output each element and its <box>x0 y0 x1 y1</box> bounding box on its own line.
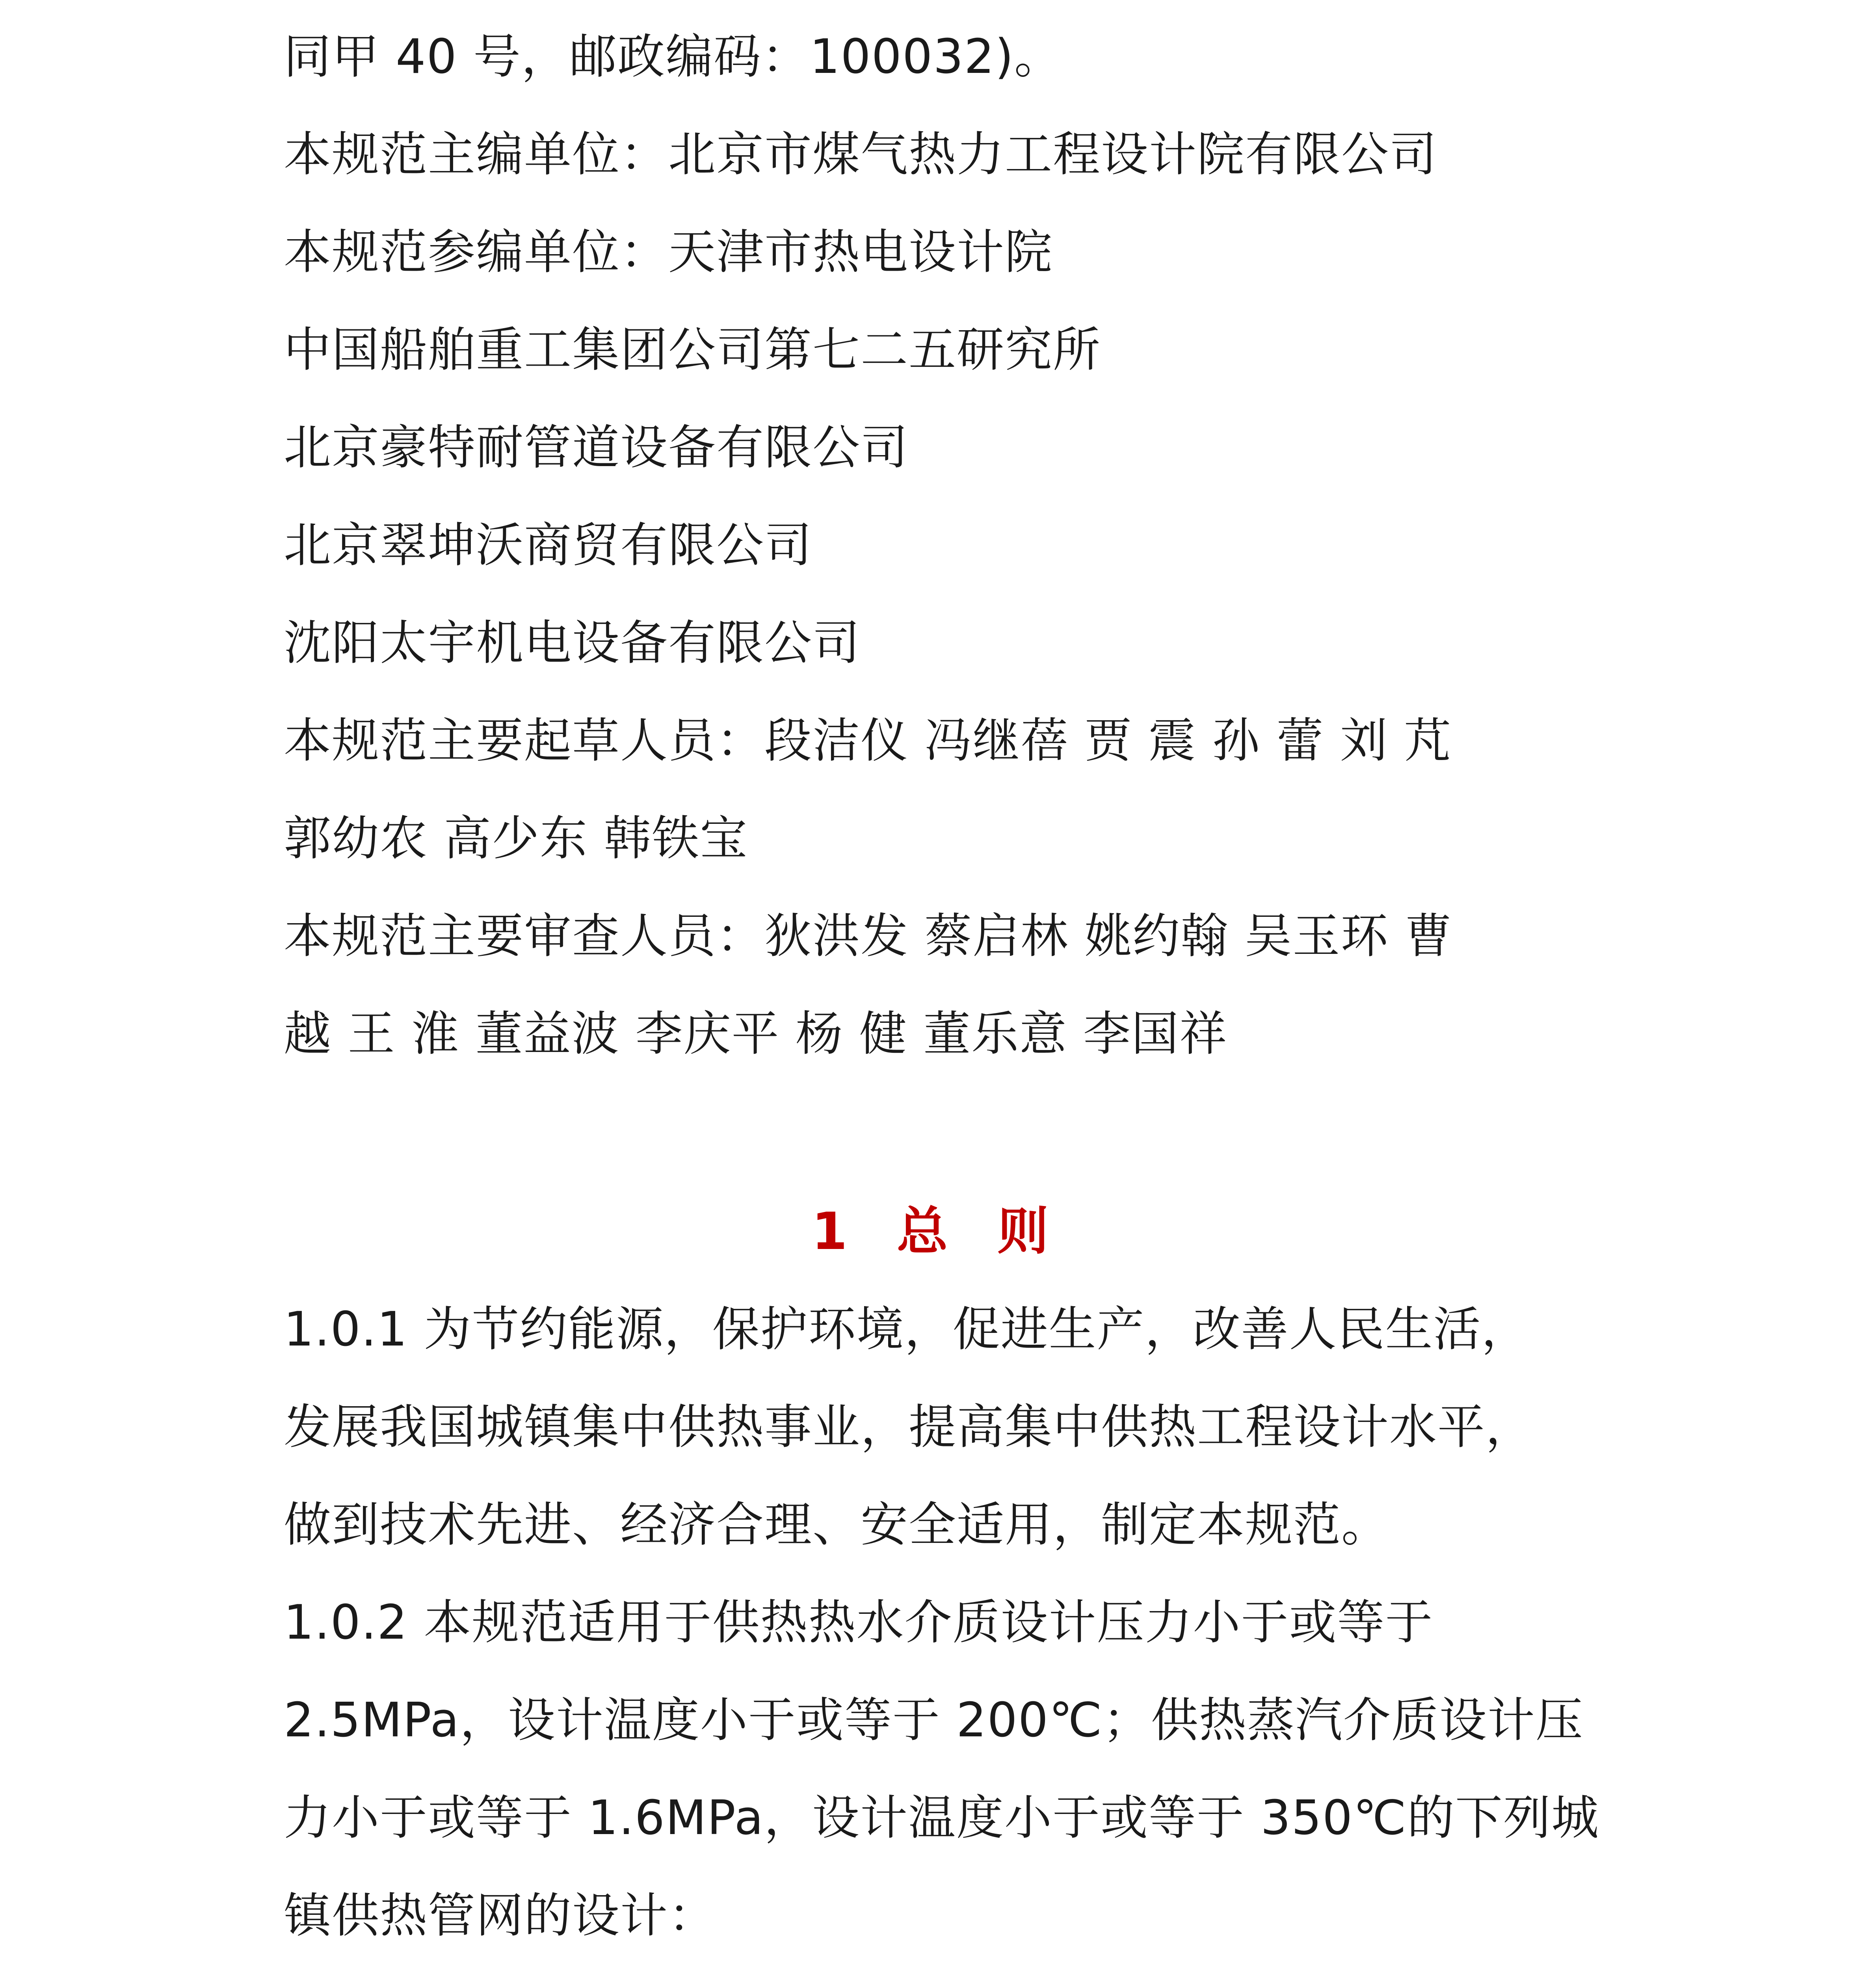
text-line: 本规范主要起草人员：段洁仪 冯继蓓 贾 震 孙 蕾 刘 芃 <box>284 714 1452 768</box>
text-line: 郭幼农 高少东 韩铁宝 <box>284 811 748 866</box>
text-line: 北京豪特耐管道设备有限公司 <box>284 420 909 475</box>
text-line: 越 王 淮 董益波 李庆平 杨 健 董乐意 李国祥 <box>284 1007 1228 1061</box>
text-line: 发展我国城镇集中供热事业，提高集中供热工程设计水平， <box>284 1400 1534 1455</box>
text-line: 沈阳太宇机电设备有限公司 <box>284 616 861 671</box>
text-line: 1.0.1 为节约能源，保护环境，促进生产，改善人民生活， <box>284 1302 1530 1357</box>
text-line: 同甲 40 号，邮政编码：100032)。 <box>284 30 1062 84</box>
text-line: 本规范主编单位：北京市煤气热力工程设计院有限公司 <box>284 127 1437 182</box>
text-line: 镇供热管网的设计： <box>284 1888 716 1943</box>
text-line: 中国船舶重工集团公司第七二五研究所 <box>284 323 1101 377</box>
text-line: 力小于或等于 1.6MPa，设计温度小于或等于 350℃的下列城 <box>284 1791 1599 1845</box>
text-line: 2.5MPa，设计温度小于或等于 200℃；供热蒸汽介质设计压 <box>284 1693 1584 1748</box>
text-line: 北京翠坤沃商贸有限公司 <box>284 518 812 573</box>
section-heading: 1 总 则 <box>812 1201 1064 1261</box>
text-line: 1.0.2 本规范适用于供热热水介质设计压力小于或等于 <box>284 1595 1433 1650</box>
text-line: 本规范参编单位：天津市热电设计院 <box>284 225 1053 280</box>
text-line: 本规范主要审查人员：狄洪发 蔡启林 姚约翰 吴玉环 曹 <box>284 909 1453 964</box>
text-line: 做到技术先进、经济合理、安全适用，制定本规范。 <box>284 1498 1389 1552</box>
